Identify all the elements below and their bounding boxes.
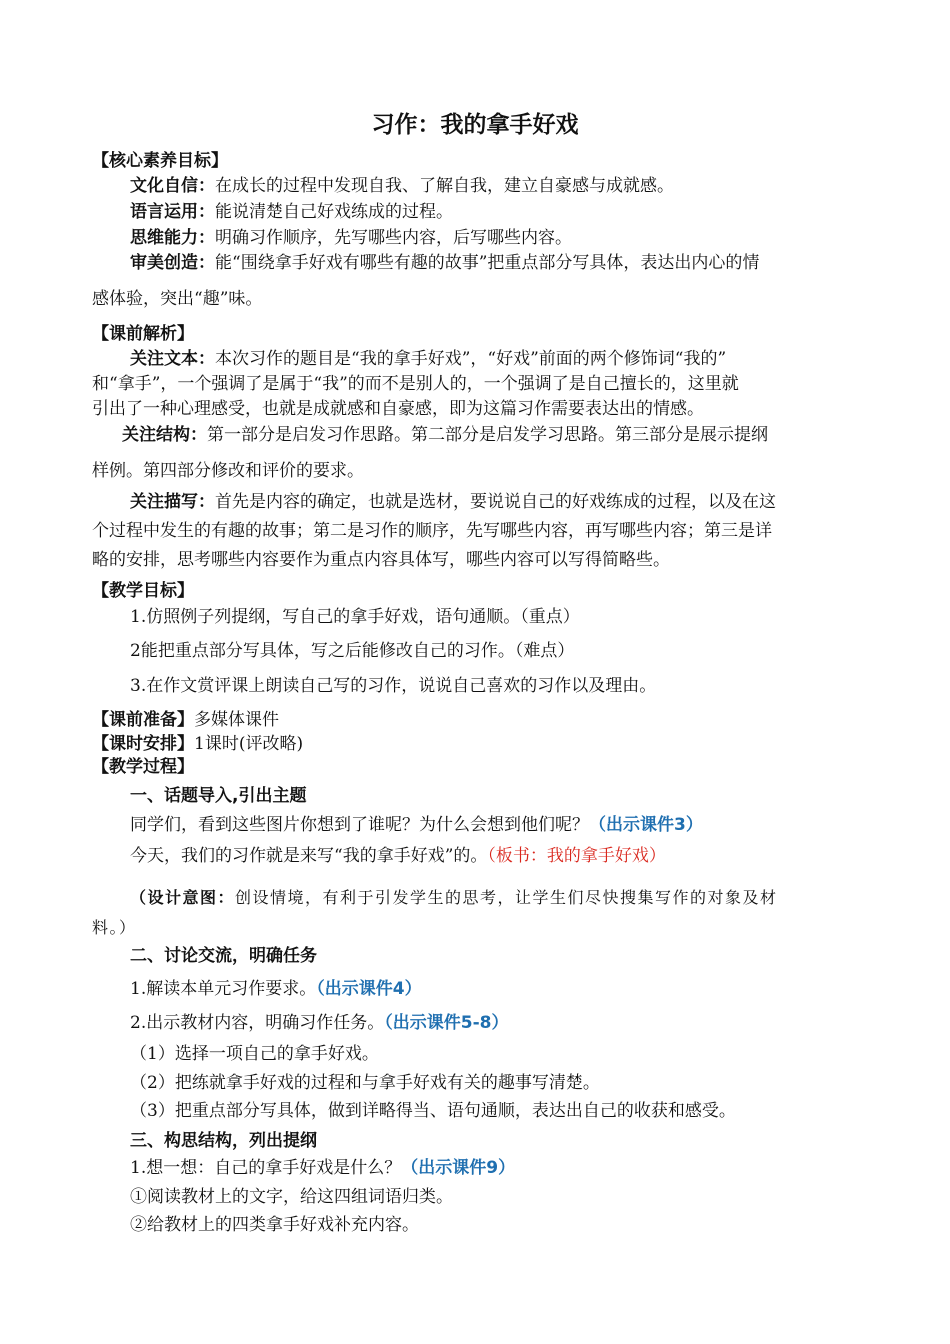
core-label: 语言运用： bbox=[130, 202, 215, 222]
goal-2: 2能把重点部分写具体，写之后能修改自己的习作。（难点） bbox=[130, 641, 575, 661]
schedule-line bbox=[92, 733, 303, 755]
step-3-para-1 bbox=[130, 1157, 515, 1179]
step-1-para-2 bbox=[130, 845, 666, 867]
step-1-title: 一、话题导入,引出主题 bbox=[130, 786, 307, 806]
courseware-tag: （出示课件3） bbox=[589, 815, 703, 835]
analysis-struct-body: 第一部分是启发习作思路。第二部分是启发学习思路。第三部分是展示提纲 bbox=[207, 425, 768, 445]
design-intent-line2: 料。） bbox=[92, 918, 137, 937]
analysis-text-line3: 引出了一种心理感受，也就是成就感和自豪感，即为这篇习作需要表达出的情感。 bbox=[92, 399, 704, 419]
prep-value: 多媒体课件 bbox=[194, 710, 279, 730]
step-2-item-1: （1）选择一项自己的拿手好戏。 bbox=[130, 1044, 379, 1064]
core-item-1 bbox=[130, 175, 674, 197]
core-item-4 bbox=[130, 252, 759, 274]
page-title: 习作：我的拿手好戏 bbox=[371, 112, 579, 138]
core-label: 文化自信： bbox=[130, 176, 215, 196]
core-label: 思维能力： bbox=[130, 228, 215, 248]
design-intent-text: 创设情境，有利于引发学生的思考，让学生们尽快搜集写作的对象及材 bbox=[235, 888, 778, 907]
analysis-desc-line1 bbox=[130, 491, 776, 513]
step-2-para-2-text: 2.出示教材内容，明确习作任务。 bbox=[130, 1013, 385, 1033]
analysis-struct-line1 bbox=[122, 424, 768, 446]
step-2-para-1-text: 1.解读本单元习作要求。 bbox=[130, 979, 317, 999]
step-3-item-1: ①阅读教材上的文字，给这四组词语归类。 bbox=[130, 1187, 453, 1207]
board-note: （板书：我的拿手好戏） bbox=[487, 846, 666, 866]
core-text: 明确习作顺序，先写哪些内容，后写哪些内容。 bbox=[215, 228, 572, 248]
analysis-text-label: 关注文本： bbox=[130, 349, 215, 369]
analysis-text-line2: 和“拿手”，一个强调了是属于“我”的而不是别人的，一个强调了是自己擅长的，这里就 bbox=[92, 374, 739, 394]
analysis-desc-label: 关注描写： bbox=[130, 492, 215, 512]
step-3-item-2: ②给教材上的四类拿手好戏补充内容。 bbox=[130, 1215, 419, 1235]
analysis-text-line1 bbox=[130, 348, 726, 370]
analysis-desc-body: 首先是内容的确定，也就是选材，要说说自己的好戏练成的过程，以及在这 bbox=[215, 492, 776, 512]
design-intent-line1 bbox=[130, 887, 778, 909]
analysis-desc-line3: 略的安排，思考哪些内容要作为重点内容具体写，哪些内容可以写得简略些。 bbox=[92, 550, 670, 570]
courseware-tag: （出示课件4） bbox=[316, 979, 422, 999]
prep-label: 【课前准备】 bbox=[92, 710, 194, 730]
schedule-label: 【课时安排】 bbox=[92, 734, 194, 754]
core-text: 能说清楚自己好戏练成的过程。 bbox=[215, 202, 453, 222]
step-1-para-1-text: 同学们，看到这些图片你想到了谁呢？为什么会想到他们呢？ bbox=[130, 815, 589, 835]
section-heading-goals: 【教学目标】 bbox=[92, 581, 194, 601]
core-text: 能“围绕拿手好戏有哪些有趣的故事”把重点部分写具体，表达出内心的情 bbox=[215, 253, 760, 273]
design-intent-label: （设计意图： bbox=[130, 888, 236, 907]
step-2-item-2: （2）把练就拿手好戏的过程和与拿手好戏有关的趣事写清楚。 bbox=[130, 1073, 600, 1093]
step-2-title: 二、讨论交流，明确任务 bbox=[130, 946, 317, 966]
analysis-text-body: 本次习作的题目是“我的拿手好戏”，“好戏”前面的两个修饰词“我的” bbox=[215, 349, 727, 369]
core-label: 审美创造： bbox=[130, 253, 215, 273]
goal-1: 1.仿照例子列提纲，写自己的拿手好戏，语句通顺。（重点） bbox=[130, 607, 580, 627]
step-1-para-2-text: 今天，我们的习作就是来写“我的拿手好戏”的。 bbox=[130, 846, 488, 866]
section-heading-core: 【核心素养目标】 bbox=[92, 151, 228, 171]
courseware-tag: （出示课件5-8） bbox=[384, 1013, 509, 1033]
section-heading-analysis: 【课前解析】 bbox=[92, 324, 194, 344]
analysis-struct-line2: 样例。第四部分修改和评价的要求。 bbox=[92, 461, 364, 481]
goal-3: 3.在作文赏评课上朗读自己写的习作，说说自己喜欢的习作以及理由。 bbox=[130, 676, 657, 696]
step-3-title: 三、构思结构，列出提纲 bbox=[130, 1131, 317, 1151]
courseware-tag: （出示课件9） bbox=[401, 1158, 516, 1178]
core-item-4-cont: 感体验，突出“趣”味。 bbox=[92, 289, 263, 309]
section-heading-process: 【教学过程】 bbox=[92, 757, 194, 777]
step-1-para-1 bbox=[130, 814, 703, 836]
core-text: 在成长的过程中发现自我、了解自我，建立自豪感与成就感。 bbox=[215, 176, 674, 196]
step-3-para-1-text: 1.想一想：自己的拿手好戏是什么？ bbox=[130, 1158, 402, 1178]
step-2-para-1 bbox=[130, 978, 422, 1000]
analysis-struct-label: 关注结构： bbox=[122, 425, 207, 445]
core-item-3 bbox=[130, 227, 572, 249]
prep-line bbox=[92, 709, 279, 731]
step-2-item-3: （3）把重点部分写具体，做到详略得当、语句通顺，表达出自己的收获和感受。 bbox=[130, 1101, 736, 1121]
step-2-para-2 bbox=[130, 1012, 508, 1034]
core-item-2 bbox=[130, 201, 453, 223]
schedule-value: 1课时(评改略) bbox=[194, 734, 304, 754]
analysis-desc-line2: 个过程中发生的有趣的故事；第二是习作的顺序，先写哪些内容，再写哪些内容；第三是详 bbox=[92, 521, 772, 541]
